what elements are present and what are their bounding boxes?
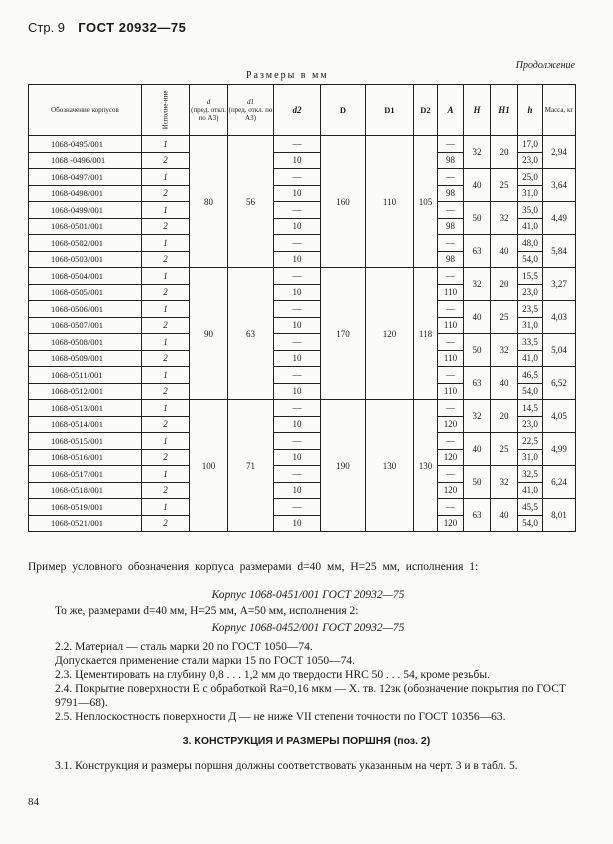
cell-version: 1 xyxy=(142,499,190,516)
cell-d2: 10 xyxy=(274,482,321,499)
cell-A: 120 xyxy=(438,416,464,433)
cell-H: 63 xyxy=(464,235,491,268)
col-d2: d2 xyxy=(274,85,321,136)
table-row xyxy=(29,433,576,450)
cell-designation: 1068-0497/001 xyxy=(29,169,142,186)
clause-2-5: 2.5. Неплоскостность поверхности Д — не ниже VII степени точности по ГОСТ 10356—63. xyxy=(55,711,506,723)
clause-2-2: 2.2. Материал — сталь марки 20 по ГОСТ 1050—74. xyxy=(55,641,313,653)
cell-D1: 130 xyxy=(366,400,414,532)
table-row xyxy=(29,202,576,219)
cell-D2: 105 xyxy=(414,136,438,268)
cell-designation: 1068-0509/001 xyxy=(29,350,142,367)
cell-version: 2 xyxy=(142,515,190,532)
cell-h: 31,0 xyxy=(518,185,543,202)
cell-h: 54,0 xyxy=(518,515,543,532)
cell-d2: 10 xyxy=(274,350,321,367)
cell-mass: 5,84 xyxy=(543,235,576,268)
col-h: h xyxy=(518,85,543,136)
cell-d2: — xyxy=(274,301,321,318)
cell-h: 14,5 xyxy=(518,400,543,417)
cell-mass: 4,49 xyxy=(543,202,576,235)
cell-H: 50 xyxy=(464,334,491,367)
cell-h: 32,5 xyxy=(518,466,543,483)
cell-A: — xyxy=(438,466,464,483)
cell-version: 2 xyxy=(142,152,190,169)
cell-version: 2 xyxy=(142,383,190,400)
cell-A: 120 xyxy=(438,515,464,532)
cell-D: 160 xyxy=(321,136,366,268)
cell-d2: — xyxy=(274,169,321,186)
cell-H1: 40 xyxy=(491,367,518,400)
col-d: d (пред. откл. по А3) xyxy=(190,85,228,136)
cell-d1: 56 xyxy=(228,136,274,268)
cell-designation: 1068-0503/001 xyxy=(29,251,142,268)
cell-H1: 40 xyxy=(491,499,518,532)
cell-h: 35,0 xyxy=(518,202,543,219)
cell-designation: 1068-0513/001 xyxy=(29,400,142,417)
example-2-code: Корпус 1068-0452/001 ГОСТ 20932—75 xyxy=(211,622,405,634)
cell-A: — xyxy=(438,499,464,516)
table-row xyxy=(29,334,576,351)
cell-mass: 3,64 xyxy=(543,169,576,202)
continuation-label: Продолжение xyxy=(515,60,575,71)
cell-mass: 2,94 xyxy=(543,136,576,169)
clause-2-2b: Допускается применение стали марки 15 по ГОСТ 1050—74. xyxy=(55,655,355,667)
cell-designation: 1068-0512/001 xyxy=(29,383,142,400)
cell-H: 32 xyxy=(464,136,491,169)
cell-version: 1 xyxy=(142,400,190,417)
cell-H1: 40 xyxy=(491,235,518,268)
cell-h: 31,0 xyxy=(518,317,543,334)
cell-H1: 20 xyxy=(491,400,518,433)
cell-h: 45,5 xyxy=(518,499,543,516)
cell-designation: 1068-0506/001 xyxy=(29,301,142,318)
cell-d2: — xyxy=(274,202,321,219)
cell-d2: — xyxy=(274,136,321,153)
cell-h: 25,0 xyxy=(518,169,543,186)
cell-A: 120 xyxy=(438,482,464,499)
cell-d2: — xyxy=(274,367,321,384)
table-row xyxy=(29,367,576,384)
cell-version: 1 xyxy=(142,169,190,186)
cell-version: 2 xyxy=(142,185,190,202)
cell-h: 46,5 xyxy=(518,367,543,384)
cell-h: 41,0 xyxy=(518,482,543,499)
col-version: Исполне-ние xyxy=(142,85,190,136)
cell-h: 15,5 xyxy=(518,268,543,285)
cell-h: 17,0 xyxy=(518,136,543,153)
cell-D1: 110 xyxy=(366,136,414,268)
cell-designation: 1068-0508/001 xyxy=(29,334,142,351)
table-row xyxy=(29,169,576,186)
col-d1: d1 (пред. откл. по А3) xyxy=(228,85,274,136)
cell-version: 2 xyxy=(142,284,190,301)
cell-A: 110 xyxy=(438,284,464,301)
cell-d2: 10 xyxy=(274,383,321,400)
cell-d: 80 xyxy=(190,136,228,268)
example-1-text: Пример условного обозначения корпуса размерами d=40 мм, H=25 мм, исполнения 1: xyxy=(28,561,479,573)
cell-h: 31,0 xyxy=(518,449,543,466)
cell-mass: 4,05 xyxy=(543,400,576,433)
cell-D: 190 xyxy=(321,400,366,532)
cell-designation: 1068-0498/001 xyxy=(29,185,142,202)
cell-H: 63 xyxy=(464,367,491,400)
cell-d2: 10 xyxy=(274,152,321,169)
cell-mass: 8,01 xyxy=(543,499,576,532)
example-2-text: То же, размерами d=40 мм, H=25 мм, A=50 мм, исполнения 2: xyxy=(55,605,359,617)
cell-version: 1 xyxy=(142,136,190,153)
cell-h: 54,0 xyxy=(518,383,543,400)
cell-H1: 25 xyxy=(491,301,518,334)
cell-H1: 20 xyxy=(491,136,518,169)
cell-D2: 130 xyxy=(414,400,438,532)
page-header xyxy=(28,20,186,36)
cell-version: 2 xyxy=(142,317,190,334)
section-3-title: 3. КОНСТРУКЦИЯ И РАЗМЕРЫ ПОРШНЯ (поз. 2) xyxy=(182,735,431,747)
cell-A: — xyxy=(438,202,464,219)
dimensions-table xyxy=(28,84,576,532)
cell-d2: 10 xyxy=(274,515,321,532)
cell-H1: 32 xyxy=(491,202,518,235)
cell-version: 1 xyxy=(142,466,190,483)
table-row xyxy=(29,268,576,285)
cell-d2: — xyxy=(274,334,321,351)
sizes-caption: Размеры в мм xyxy=(246,70,329,81)
cell-version: 2 xyxy=(142,449,190,466)
cell-designation: 1068-0501/001 xyxy=(29,218,142,235)
cell-D: 170 xyxy=(321,268,366,400)
cell-designation: 1068-0521/001 xyxy=(29,515,142,532)
page-label: Стр. 9 xyxy=(28,20,66,35)
cell-designation: 1068-0518/001 xyxy=(29,482,142,499)
cell-h: 41,0 xyxy=(518,218,543,235)
cell-designation: 1068-0514/001 xyxy=(29,416,142,433)
example-1-code: Корпус 1068-0451/001 ГОСТ 20932—75 xyxy=(211,589,405,601)
cell-h: 33,5 xyxy=(518,334,543,351)
cell-d2: 10 xyxy=(274,317,321,334)
cell-d2: 10 xyxy=(274,185,321,202)
cell-h: 41,0 xyxy=(518,350,543,367)
cell-designation: 1068-0502/001 xyxy=(29,235,142,252)
cell-d1: 71 xyxy=(228,400,274,532)
cell-H1: 25 xyxy=(491,169,518,202)
cell-version: 2 xyxy=(142,251,190,268)
table-row xyxy=(29,235,576,252)
cell-d2: 10 xyxy=(274,449,321,466)
cell-designation: 1068-0515/001 xyxy=(29,433,142,450)
cell-d: 100 xyxy=(190,400,228,532)
cell-h: 22,5 xyxy=(518,433,543,450)
cell-designation: 1068-0499/001 xyxy=(29,202,142,219)
cell-H: 50 xyxy=(464,202,491,235)
cell-d2: — xyxy=(274,268,321,285)
cell-designation: 1068-0511/001 xyxy=(29,367,142,384)
cell-h: 23,0 xyxy=(518,416,543,433)
cell-A: — xyxy=(438,136,464,153)
cell-version: 2 xyxy=(142,482,190,499)
cell-A: 120 xyxy=(438,449,464,466)
cell-version: 1 xyxy=(142,334,190,351)
cell-h: 48,0 xyxy=(518,235,543,252)
clause-2-4: 2.4. Покрытие поверхности Е с обработкой Ra=0,16 мкм — Х. тв. 12зк (обозначение покрытия по ГОСТ 9791—68). xyxy=(55,683,566,709)
cell-d2: — xyxy=(274,400,321,417)
page-number: 84 xyxy=(28,796,39,808)
cell-designation: 1068-0507/001 xyxy=(29,317,142,334)
cell-designation: 1068 -0496/001 xyxy=(29,152,142,169)
col-D2: D2 xyxy=(414,85,438,136)
cell-mass: 6,52 xyxy=(543,367,576,400)
cell-h: 23,5 xyxy=(518,301,543,318)
cell-H: 40 xyxy=(464,433,491,466)
cell-A: — xyxy=(438,235,464,252)
cell-H: 40 xyxy=(464,301,491,334)
cell-A: 98 xyxy=(438,185,464,202)
cell-A: — xyxy=(438,433,464,450)
col-H1: H1 xyxy=(491,85,518,136)
col-designation: Обозначение корпусов xyxy=(29,85,142,136)
cell-H1: 32 xyxy=(491,466,518,499)
gost-number: ГОСТ 20932—75 xyxy=(78,20,187,35)
cell-A: — xyxy=(438,301,464,318)
cell-h: 23,0 xyxy=(518,152,543,169)
cell-H: 63 xyxy=(464,499,491,532)
table-row xyxy=(29,499,576,516)
cell-version: 2 xyxy=(142,416,190,433)
cell-version: 1 xyxy=(142,301,190,318)
cell-designation: 1068-0505/001 xyxy=(29,284,142,301)
col-H: H xyxy=(464,85,491,136)
cell-d2: 10 xyxy=(274,218,321,235)
cell-mass: 4,99 xyxy=(543,433,576,466)
col-D: D xyxy=(321,85,366,136)
clause-3-1: 3.1. Конструкция и размеры поршня должны соответствовать указанным на черт. 3 и в табл. 5. xyxy=(55,760,518,772)
col-mass: Масса, кг xyxy=(543,85,576,136)
cell-A: — xyxy=(438,400,464,417)
cell-version: 2 xyxy=(142,350,190,367)
cell-A: — xyxy=(438,268,464,285)
cell-A: — xyxy=(438,334,464,351)
cell-mass: 5,04 xyxy=(543,334,576,367)
cell-d2: 10 xyxy=(274,251,321,268)
cell-D2: 118 xyxy=(414,268,438,400)
col-A: A xyxy=(438,85,464,136)
cell-A: 98 xyxy=(438,218,464,235)
cell-mass: 3,27 xyxy=(543,268,576,301)
cell-version: 2 xyxy=(142,218,190,235)
cell-h: 23,0 xyxy=(518,284,543,301)
cell-H1: 20 xyxy=(491,268,518,301)
cell-H: 32 xyxy=(464,268,491,301)
cell-d: 90 xyxy=(190,268,228,400)
cell-D1: 120 xyxy=(366,268,414,400)
cell-version: 1 xyxy=(142,202,190,219)
table-row xyxy=(29,400,576,417)
cell-h: 54,0 xyxy=(518,251,543,268)
cell-d2: — xyxy=(274,466,321,483)
cell-H1: 32 xyxy=(491,334,518,367)
cell-version: 1 xyxy=(142,235,190,252)
cell-A: — xyxy=(438,169,464,186)
cell-mass: 6,24 xyxy=(543,466,576,499)
cell-H: 50 xyxy=(464,466,491,499)
cell-mass: 4,03 xyxy=(543,301,576,334)
cell-A: 98 xyxy=(438,251,464,268)
cell-version: 1 xyxy=(142,268,190,285)
cell-A: 110 xyxy=(438,350,464,367)
table-row xyxy=(29,136,576,153)
cell-designation: 1068-0516/001 xyxy=(29,449,142,466)
cell-A: 110 xyxy=(438,383,464,400)
cell-designation: 1068-0519/001 xyxy=(29,499,142,516)
cell-d2: — xyxy=(274,235,321,252)
cell-H1: 25 xyxy=(491,433,518,466)
cell-A: — xyxy=(438,367,464,384)
table-header-row xyxy=(29,85,576,136)
cell-d2: — xyxy=(274,433,321,450)
cell-version: 1 xyxy=(142,433,190,450)
col-D1: D1 xyxy=(366,85,414,136)
cell-H: 32 xyxy=(464,400,491,433)
table-row xyxy=(29,466,576,483)
cell-designation: 1068-0495/001 xyxy=(29,136,142,153)
cell-designation: 1068-0517/001 xyxy=(29,466,142,483)
cell-version: 1 xyxy=(142,367,190,384)
cell-d2: 10 xyxy=(274,416,321,433)
clause-2-3: 2.3. Цементировать на глубину 0,8 . . . 1,2 мм до твердости HRC 50 . . . 54, кроме резьбы. xyxy=(55,669,490,681)
cell-designation: 1068-0504/001 xyxy=(29,268,142,285)
cell-d1: 63 xyxy=(228,268,274,400)
table-row xyxy=(29,301,576,318)
cell-d2: — xyxy=(274,499,321,516)
cell-A: 110 xyxy=(438,317,464,334)
cell-H: 40 xyxy=(464,169,491,202)
cell-A: 98 xyxy=(438,152,464,169)
cell-d2: 10 xyxy=(274,284,321,301)
